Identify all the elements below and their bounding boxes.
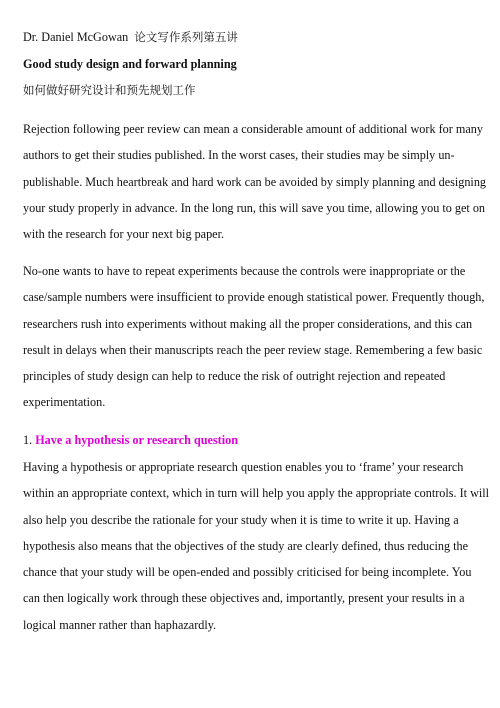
paragraph-line: publishable. Much heartbreak and hard work can be avoided by simply planning and designing [23,174,487,189]
series-label: 论文写作系列第五讲 [134,30,238,44]
paragraph-line: authors to get their studies published. In the worst cases, their studies may be simply un- [23,148,455,163]
section-heading [23,432,238,448]
document-subtitle: 如何做好研究设计和预先规划工作 [23,83,196,97]
paragraph-line: No-one wants to have to repeat experiments because the controls were inappropriate or the [23,264,466,278]
paragraph-repeat-experiments [23,263,485,421]
paragraph-line: principles of study design can help to reduce the risk of outright rejection and repeated [23,369,446,384]
paragraph-line: also help you describe the rationale for your study when it is time to write it up. Having a [23,512,459,527]
paragraph-hypothesis [23,459,490,643]
document-header [23,29,238,45]
paragraph-line: case/sample numbers were insufficient to provide enough statistical power. Frequently though, [23,290,485,305]
paragraph-line: your study properly in advance. In the long run, this will save you time, allowing you to get on [23,200,486,215]
paragraph-line: Having a hypothesis or appropriate research question enables you to ‘frame’ your research [23,460,464,474]
section-number: 1. [23,433,33,447]
paragraph-line: chance that your study will be open-ended and possibly criticised for being incomplete. You [23,565,472,580]
paragraph-line: within an appropriate context, which in turn will help you apply the appropriate controls. It will [23,486,490,501]
paragraph-intro [23,121,487,252]
paragraph-line: with the research for your next big paper. [23,227,225,242]
paragraph-line: can then logically work through these objectives and, importantly, present your results in a [23,591,465,606]
paragraph-line: result in delays when their manuscripts reach the peer review stage. Remembering a few basic [23,342,483,357]
document-title: Good study design and forward planning [23,57,237,71]
paragraph-line: Rejection following peer review can mean a considerable amount of additional work for many [23,122,483,136]
paragraph-line: logical manner rather than haphazardly. [23,617,217,632]
paragraph-line: experimentation. [23,395,106,410]
paragraph-line: hypothesis also means that the objectives of the study are clearly defined, thus reducing the [23,538,469,553]
paragraph-line: researchers rush into experiments without making all the proper considerations, and this can [23,316,473,331]
author-name: Dr. Daniel McGowan [23,30,129,44]
section-title: Have a hypothesis or research question [35,433,238,447]
